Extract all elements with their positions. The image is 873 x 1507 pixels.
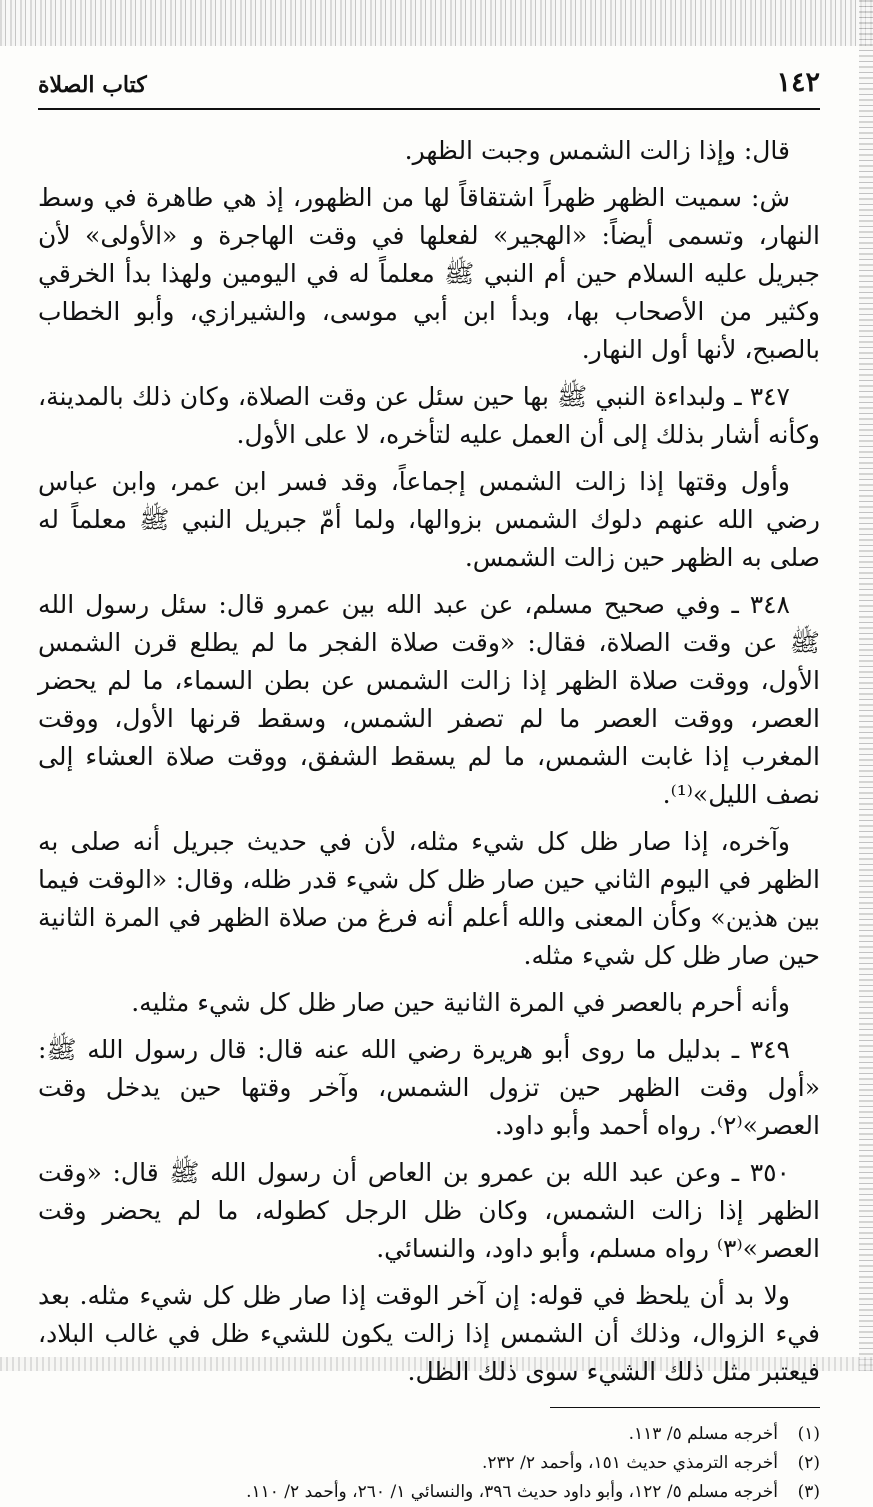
footnote [38, 1420, 820, 1449]
paragraph: ولا بد أن يلحظ في قوله: إن آخر الوقت إذا صار ظل كل شيء مثله. بعد فيء الزوال، وذلك أن الشمس إذا زالت يكون للشيء ظل في غالب البلاد، فيعتبر مثل ذلك الشيء سوى ذلك الظل. [38, 1281, 820, 1386]
body-text [38, 132, 820, 1391]
paragraph: وأول وقتها إذا زالت الشمس إجماعاً، وقد فسر ابن عمر، وابن عباس رضي الله عنهم دلوك الشمس بزوالها، ولما أمّ جبريل النبي ﷺ معلماً له صلى به الظهر حين زالت الشمس. [38, 467, 820, 572]
paragraph: ٣٥٠ ـ وعن عبد الله بن عمرو بن العاص أن رسول الله ﷺ قال: «وقت الظهر إذا زالت الشمس، وكان ظل الرجل كطوله، ما لم يحضر وقت العصر»⁽٣⁾ رواه مسلم، وأبو داود، والنسائي. [38, 1158, 820, 1263]
book-page [38, 58, 820, 1507]
footnote [38, 1449, 820, 1478]
decorative-right-border [859, 0, 873, 1371]
footnote-text: أخرجه مسلم ٥/ ١١٣. [628, 1424, 778, 1444]
paragraph: ش: سميت الظهر ظهراً اشتقاقاً لها من الظهور، إذ هي طاهرة في وسط النهار، وتسمى أيضاً: «الهجير» لفعلها في وقت الهاجرة و «الأولى» لأن جبريل عليه السلام حين أم النبي ﷺ معلماً له في اليومين ولهذا بدأ الخرقي وكثير من الأصحاب بها، وبدأ ابن أبي موسى، والشيرازي، وأبو الخطاب بالصبح، لأنها أول النهار. [38, 183, 820, 364]
footnote-text: أخرجه الترمذي حديث ١٥١، وأحمد ٢/ ٢٣٢. [481, 1453, 778, 1473]
footnote-rule [550, 1407, 820, 1408]
paragraph: وآخره، إذا صار ظل كل شيء مثله، لأن في حديث جبريل أنه صلى به الظهر في اليوم الثاني حين صار ظل كل شيء قدر ظله، وقال: «الوقت فيما بين هذين» وكأن المعنى والله أعلم أنه فرغ من صلاة الظهر في المرة الثانية حين صار ظل كل شيء مثله. [38, 827, 820, 970]
paragraph: وأنه أحرم بالعصر في المرة الثانية حين صار ظل كل شيء مثليه. [131, 988, 790, 1017]
page-number: ١٤٢ [776, 67, 820, 98]
footnotes [38, 1420, 820, 1507]
paragraph: قال: وإذا زالت الشمس وجبت الظهر. [404, 136, 790, 165]
footnote-number: (١) [797, 1424, 820, 1444]
decorative-top-border [0, 0, 873, 46]
header-rule [38, 108, 820, 110]
paragraph: ٣٤٩ ـ بدليل ما روى أبو هريرة رضي الله عنه قال: قال رسول الله ﷺ: «أول وقت الظهر حين تزول الشمس، وآخر وقتها حين يدخل وقت العصر»⁽٢⁾. رواه أحمد وأبو داود. [38, 1035, 820, 1140]
running-header [38, 58, 820, 98]
footnote [38, 1478, 820, 1507]
book-title: كتاب الصلاة [38, 72, 147, 98]
footnote-text: أخرجه مسلم ٥/ ١٢٢، وأبو داود حديث ٣٩٦، والنسائي ١/ ٢٦٠، وأحمد ٢/ ١١٠. [246, 1482, 778, 1502]
footnote-number: (٢) [797, 1453, 820, 1473]
footnote-number: (٣) [797, 1482, 820, 1502]
paragraph: ٣٤٧ ـ ولبداءة النبي ﷺ بها حين سئل عن وقت الصلاة، وكان ذلك بالمدينة، وكأنه أشار بذلك إلى أن العمل عليه لتأخره، لا على الأول. [38, 382, 820, 449]
paragraph: ٣٤٨ ـ وفي صحيح مسلم، عن عبد الله بين عمرو قال: سئل رسول الله ﷺ عن وقت الصلاة، فقال: «وقت صلاة الفجر ما لم يطلع قرن الشمس الأول، ووقت صلاة الظهر إذا زالت الشمس عن بطن السماء، ما لم يحضر العصر، ووقت العصر ما لم تصفر الشمس، وسقط قرنها الأول، ووقت المغرب إذا غابت الشمس، ما لم يسقط الشفق، ووقت صلاة العشاء إلى نصف الليل»⁽¹⁾. [38, 590, 820, 809]
